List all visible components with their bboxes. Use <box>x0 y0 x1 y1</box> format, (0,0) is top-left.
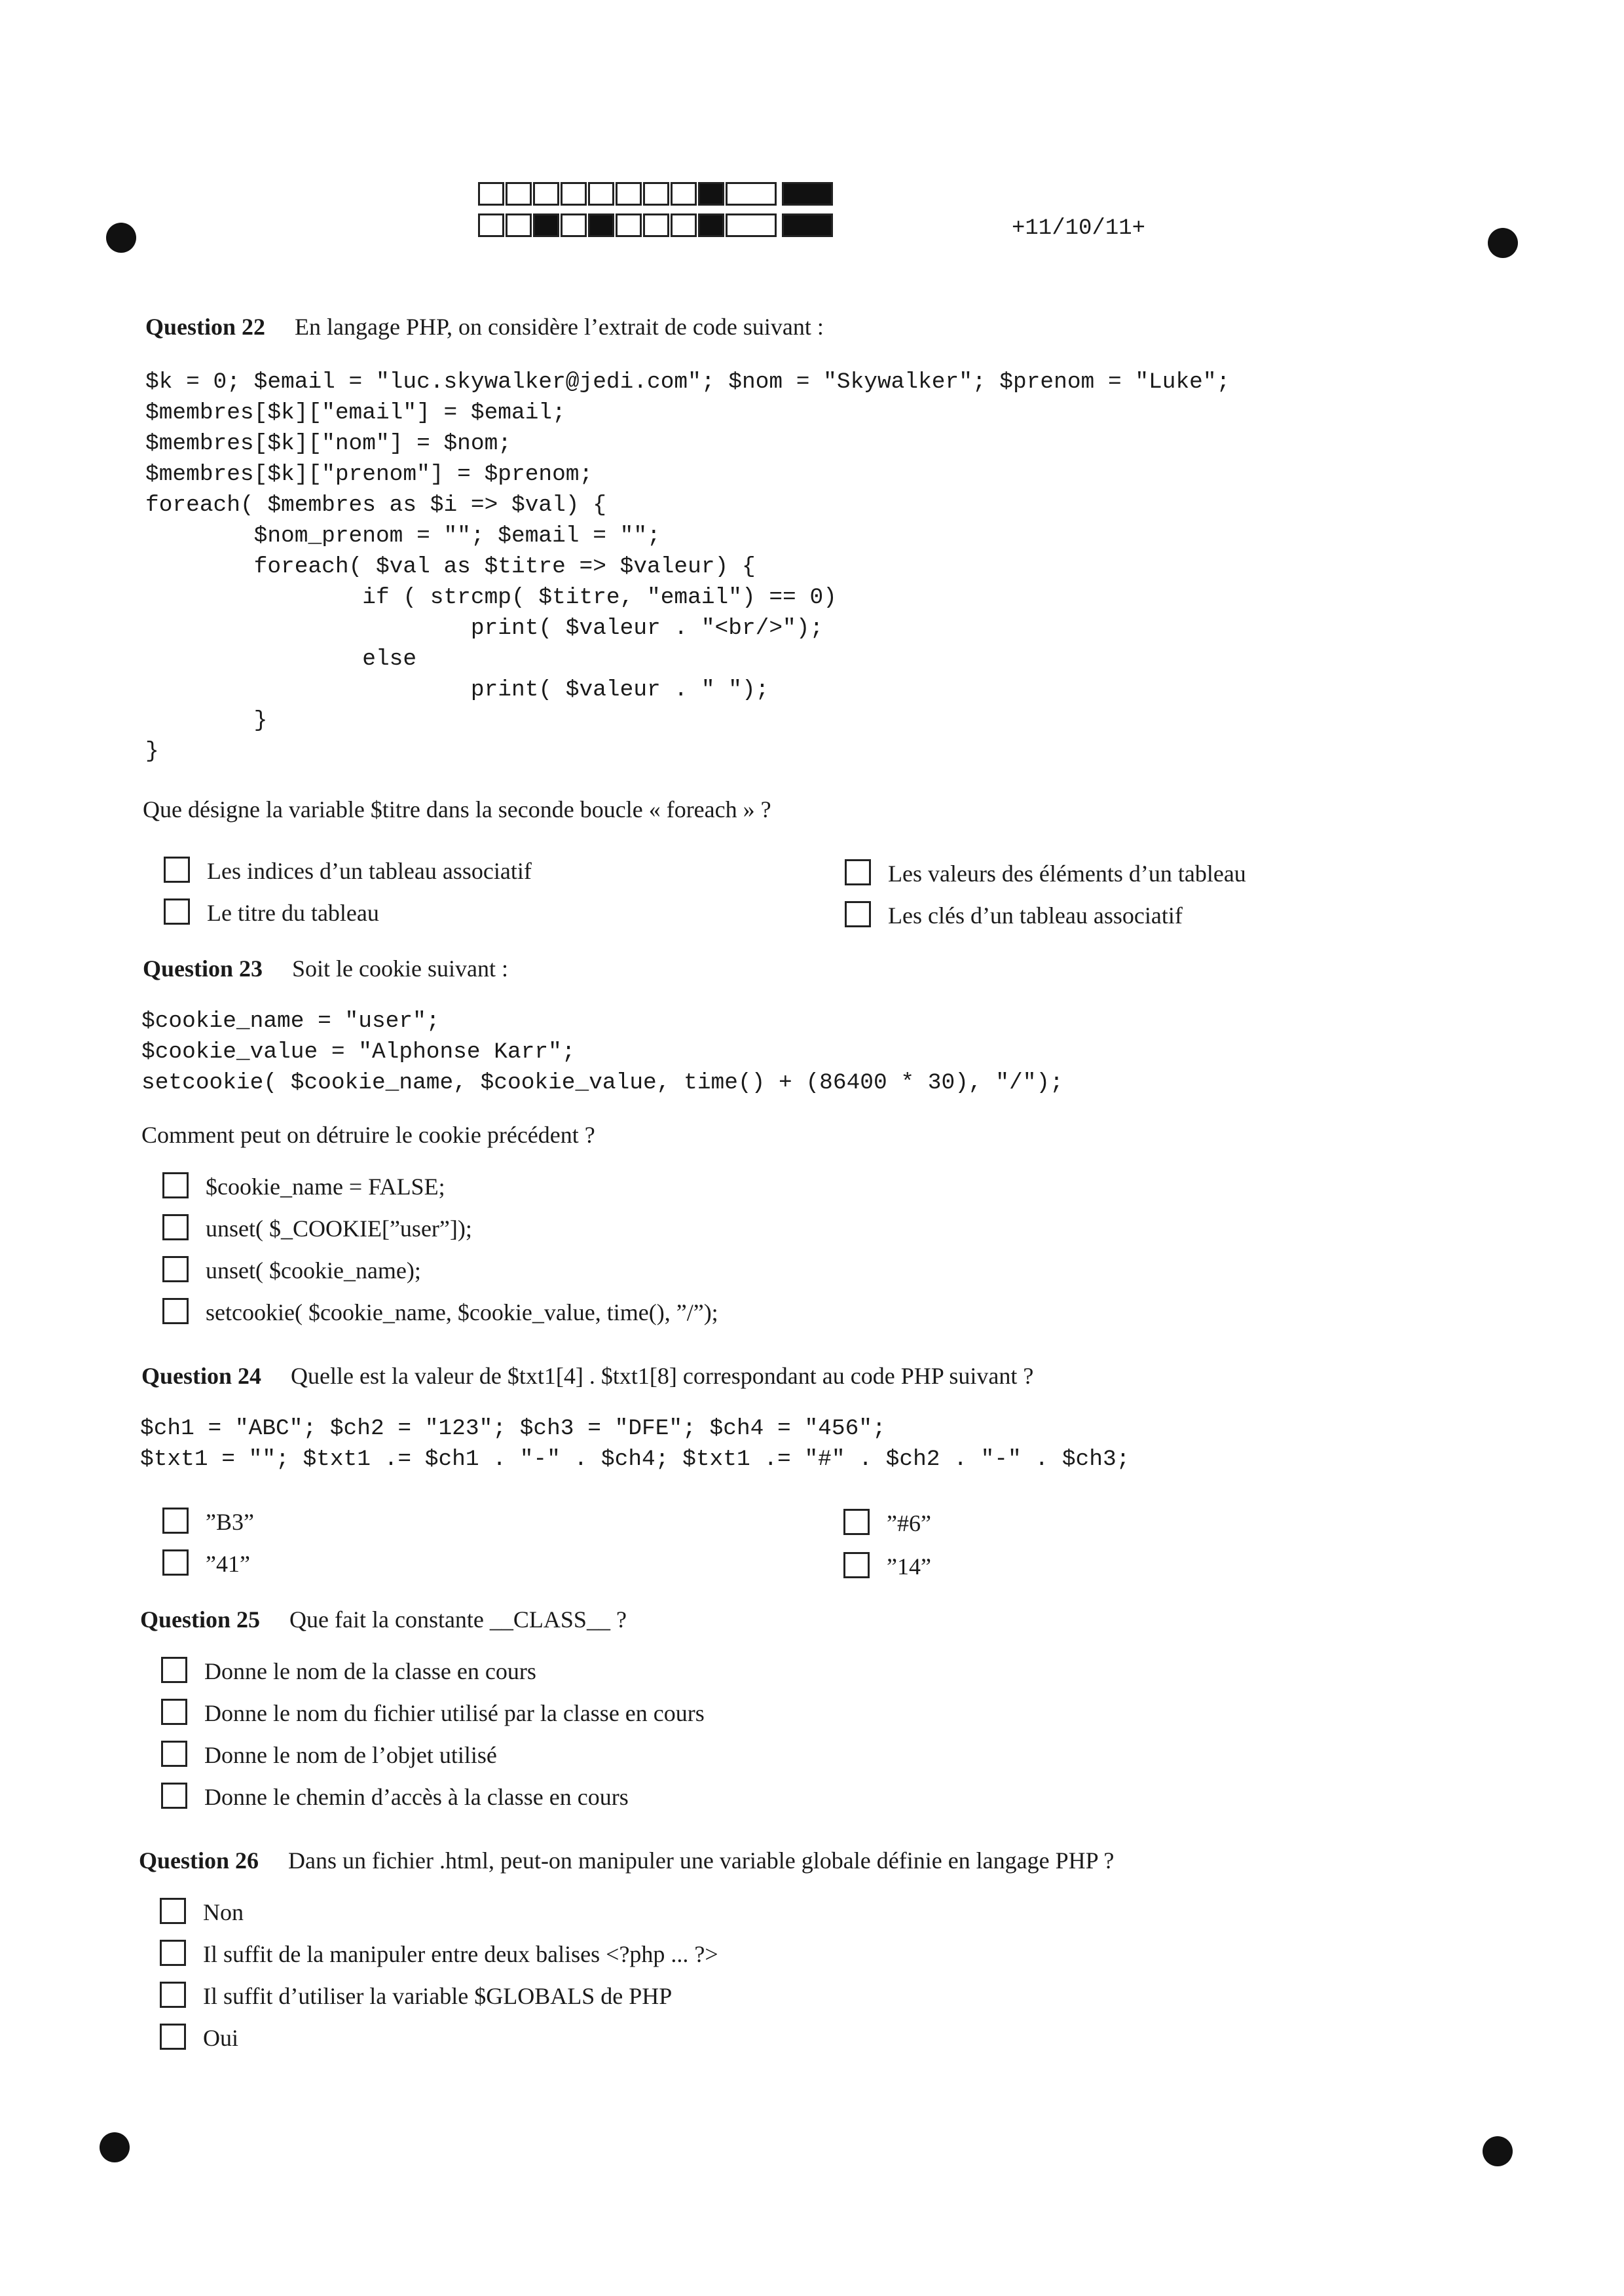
barcode-cell <box>643 213 669 237</box>
code-line: print( $valeur . " "); <box>145 677 769 703</box>
option-label: Les valeurs des éléments d’un tableau <box>888 861 1246 887</box>
checkbox[interactable] <box>162 1214 189 1240</box>
barcode-cell <box>588 182 614 206</box>
question-text: Que fait la constante __CLASS__ ? <box>289 1606 627 1633</box>
question-text: En langage PHP, on considère l’extrait de code suivant : <box>295 314 824 340</box>
code-block <box>141 1006 1063 1098</box>
code-line: $membres[$k]["prenom"] = $prenom; <box>145 462 593 487</box>
barcode-cell <box>726 182 777 206</box>
code-line: $cookie_name = "user"; <box>141 1009 440 1034</box>
checkbox[interactable] <box>164 857 190 883</box>
code-block <box>145 367 1230 767</box>
code-line: setcookie( $cookie_name, $cookie_value, time() + (86400 * 30), "/"); <box>141 1070 1063 1096</box>
question-number: Question 22 <box>145 314 266 340</box>
option-label: ”41” <box>206 1551 250 1577</box>
checkbox[interactable] <box>160 1982 186 2008</box>
barcode-cell <box>671 213 697 237</box>
question-prompt: Comment peut on détruire le cookie précédent ? <box>141 1122 595 1148</box>
checkbox[interactable] <box>162 1508 189 1534</box>
code-line: $txt1 = ""; $txt1 .= $ch1 . "-" . $ch4; $txt1 .= "#" . $ch2 . "-" . $ch3; <box>140 1447 1130 1472</box>
question-24-header <box>141 1362 1033 1390</box>
option-label: Donne le nom de l’objet utilisé <box>204 1742 497 1768</box>
code-line: $ch1 = "ABC"; $ch2 = "123"; $ch3 = "DFE"; $ch4 = "456"; <box>140 1416 886 1441</box>
checkbox[interactable] <box>160 1898 186 1924</box>
question-number: Question 26 <box>139 1847 259 1874</box>
option-label: Il suffit de la manipuler entre deux balises <?php ... ?> <box>203 1941 718 1967</box>
code-line: print( $valeur . "<br/>"); <box>145 616 824 641</box>
barcode-cell <box>506 182 532 206</box>
question-number: Question 23 <box>143 955 263 982</box>
barcode-cell <box>698 213 724 237</box>
checkbox[interactable] <box>161 1783 187 1809</box>
option-label: ”B3” <box>206 1509 254 1535</box>
code-line: if ( strcmp( $titre, "email") == 0) <box>145 585 837 610</box>
barcode-cell <box>478 182 504 206</box>
barcode-cell <box>561 182 587 206</box>
barcode-cell <box>671 182 697 206</box>
barcode-cell <box>782 182 833 206</box>
code-line: } <box>145 708 268 733</box>
barcode-cell <box>561 213 587 237</box>
code-line: $membres[$k]["email"] = $email; <box>145 400 566 426</box>
checkbox[interactable] <box>164 898 190 925</box>
option-label: Le titre du tableau <box>207 900 379 926</box>
barcode-cell <box>533 213 559 237</box>
question-25-header <box>140 1606 627 1633</box>
option-label: ”14” <box>887 1553 931 1580</box>
checkbox[interactable] <box>845 859 871 885</box>
checkbox[interactable] <box>162 1298 189 1324</box>
code-line: foreach( $val as $titre => $valeur) { <box>145 554 756 580</box>
question-26-header <box>139 1847 1114 1874</box>
checkbox[interactable] <box>161 1699 187 1725</box>
question-text: Quelle est la valeur de $txt1[4] . $txt1[8] correspondant au code PHP suivant ? <box>291 1363 1034 1389</box>
checkbox[interactable] <box>161 1657 187 1683</box>
option-label: unset( $cookie_name); <box>206 1257 421 1284</box>
checkbox[interactable] <box>160 2024 186 2050</box>
barcode-cell <box>616 182 642 206</box>
registration-mark-bottom-right <box>1483 2136 1513 2166</box>
option-label: Non <box>203 1899 244 1925</box>
registration-mark-top-left <box>106 223 136 253</box>
question-prompt: Que désigne la variable $titre dans la seconde boucle « foreach » ? <box>143 796 771 823</box>
option-label: Les clés d’un tableau associatif <box>888 902 1183 929</box>
code-line: $membres[$k]["nom"] = $nom; <box>145 431 511 456</box>
checkbox[interactable] <box>162 1549 189 1576</box>
checkbox[interactable] <box>162 1256 189 1282</box>
barcode-cell <box>782 213 833 237</box>
code-line: foreach( $membres as $i => $val) { <box>145 492 606 518</box>
question-number: Question 25 <box>140 1606 261 1633</box>
checkbox[interactable] <box>843 1552 870 1578</box>
barcode-cell <box>478 213 504 237</box>
option-label: Donne le nom du fichier utilisé par la classe en cours <box>204 1700 705 1726</box>
option-label: unset( $_COOKIE[”user”]); <box>206 1215 472 1242</box>
barcode-cell <box>588 213 614 237</box>
option-label: $cookie_name = FALSE; <box>206 1174 445 1200</box>
barcode-cell <box>533 182 559 206</box>
option-label: Donne le chemin d’accès à la classe en cours <box>204 1784 629 1810</box>
question-text: Soit le cookie suivant : <box>292 955 508 982</box>
checkbox[interactable] <box>161 1741 187 1767</box>
option-label: setcookie( $cookie_name, $cookie_value, time(), ”/”); <box>206 1299 718 1325</box>
code-line: $k = 0; $email = "luc.skywalker@jedi.com"; $nom = "Skywalker"; $prenom = "Luke"; <box>145 369 1230 395</box>
barcode-cell <box>506 213 532 237</box>
option-label: ”#6” <box>887 1510 931 1536</box>
checkbox[interactable] <box>162 1172 189 1198</box>
checkbox[interactable] <box>160 1940 186 1966</box>
code-line: $cookie_value = "Alphonse Karr"; <box>141 1039 576 1065</box>
option-label: Il suffit d’utiliser la variable $GLOBALS de PHP <box>203 1983 673 2009</box>
question-23-header <box>143 955 508 982</box>
question-22-header <box>145 313 824 341</box>
barcode-cell <box>698 182 724 206</box>
option-label: Donne le nom de la classe en cours <box>204 1658 536 1684</box>
registration-mark-bottom-left <box>100 2132 130 2162</box>
code-block <box>140 1413 1130 1475</box>
question-text: Dans un fichier .html, peut-on manipuler une variable globale définie en langage PHP ? <box>288 1847 1115 1874</box>
registration-mark-top-right <box>1488 228 1518 258</box>
barcode-cell <box>643 182 669 206</box>
barcode-cell <box>616 213 642 237</box>
barcode-cell <box>726 213 777 237</box>
code-line: else <box>145 646 417 672</box>
code-line: $nom_prenom = ""; $email = ""; <box>145 523 661 549</box>
code-line: } <box>145 739 159 764</box>
page-id: +11/10/11+ <box>1012 216 1146 241</box>
option-label: Les indices d’un tableau associatif <box>207 858 532 884</box>
checkbox[interactable] <box>845 901 871 927</box>
checkbox[interactable] <box>843 1509 870 1535</box>
option-label: Oui <box>203 2025 238 2051</box>
question-number: Question 24 <box>141 1363 262 1389</box>
